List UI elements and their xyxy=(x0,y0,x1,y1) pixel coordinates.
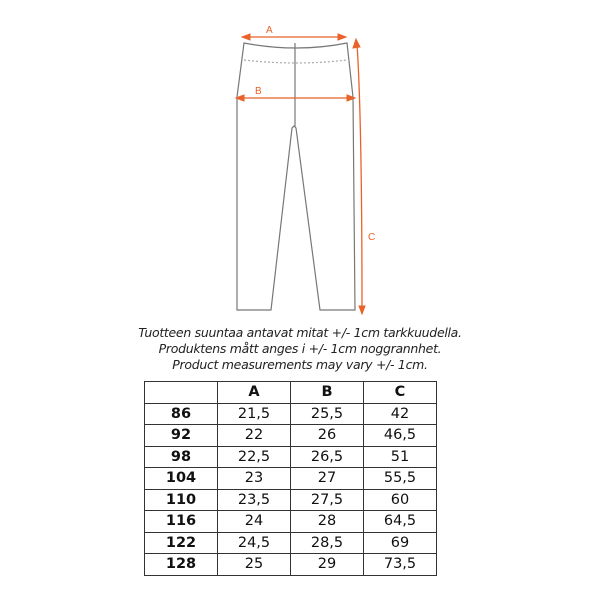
size-cell: 128 xyxy=(145,554,218,576)
table-row xyxy=(145,532,437,554)
b-cell: 27 xyxy=(291,468,364,490)
a-cell: 21,5 xyxy=(218,403,291,425)
header-a: A xyxy=(218,382,291,404)
b-cell: 28 xyxy=(291,511,364,533)
table-row xyxy=(145,489,437,511)
b-cell: 28,5 xyxy=(291,532,364,554)
dimension-c xyxy=(353,39,375,314)
size-cell: 116 xyxy=(145,511,218,533)
table-row xyxy=(145,446,437,468)
note-swedish: Produktens mått anges i +/- 1cm noggrannhet. xyxy=(158,341,442,356)
a-cell: 23 xyxy=(218,468,291,490)
size-chart-table xyxy=(144,381,437,576)
b-cell: 26 xyxy=(291,425,364,447)
c-cell: 69 xyxy=(364,532,437,554)
c-cell: 55,5 xyxy=(364,468,437,490)
header-b: B xyxy=(291,382,364,404)
b-cell: 27,5 xyxy=(291,489,364,511)
c-cell: 73,5 xyxy=(364,554,437,576)
size-cell: 122 xyxy=(145,532,218,554)
table-row xyxy=(145,425,437,447)
table-row xyxy=(145,554,437,576)
a-cell: 25 xyxy=(218,554,291,576)
size-cell: 104 xyxy=(145,468,218,490)
dimension-c-label: C xyxy=(368,232,376,243)
b-cell: 29 xyxy=(291,554,364,576)
header-c: C xyxy=(364,382,437,404)
note-finnish: Tuotteen suuntaa antavat mitat +/- 1cm tarkkuudella. xyxy=(138,325,462,340)
c-cell: 51 xyxy=(364,446,437,468)
header-size xyxy=(145,382,218,404)
c-cell: 42 xyxy=(364,403,437,425)
a-cell: 22,5 xyxy=(218,446,291,468)
a-cell: 24 xyxy=(218,511,291,533)
b-cell: 26,5 xyxy=(291,446,364,468)
size-cell: 86 xyxy=(145,403,218,425)
note-english: Product measurements may vary +/- 1cm. xyxy=(172,357,428,372)
c-cell: 46,5 xyxy=(364,425,437,447)
c-cell: 60 xyxy=(364,489,437,511)
size-cell: 110 xyxy=(145,489,218,511)
table-row xyxy=(145,511,437,533)
c-cell: 64,5 xyxy=(364,511,437,533)
pants-outline xyxy=(237,43,355,310)
a-cell: 22 xyxy=(218,425,291,447)
dimension-a-label: A xyxy=(266,25,273,36)
table-row xyxy=(145,468,437,490)
dimension-b-label: B xyxy=(255,86,262,97)
a-cell: 23,5 xyxy=(218,489,291,511)
dimension-a xyxy=(242,25,346,40)
size-cell: 92 xyxy=(145,425,218,447)
table-header-row xyxy=(145,382,437,404)
table-row xyxy=(145,403,437,425)
a-cell: 24,5 xyxy=(218,532,291,554)
b-cell: 25,5 xyxy=(291,403,364,425)
size-cell: 98 xyxy=(145,446,218,468)
